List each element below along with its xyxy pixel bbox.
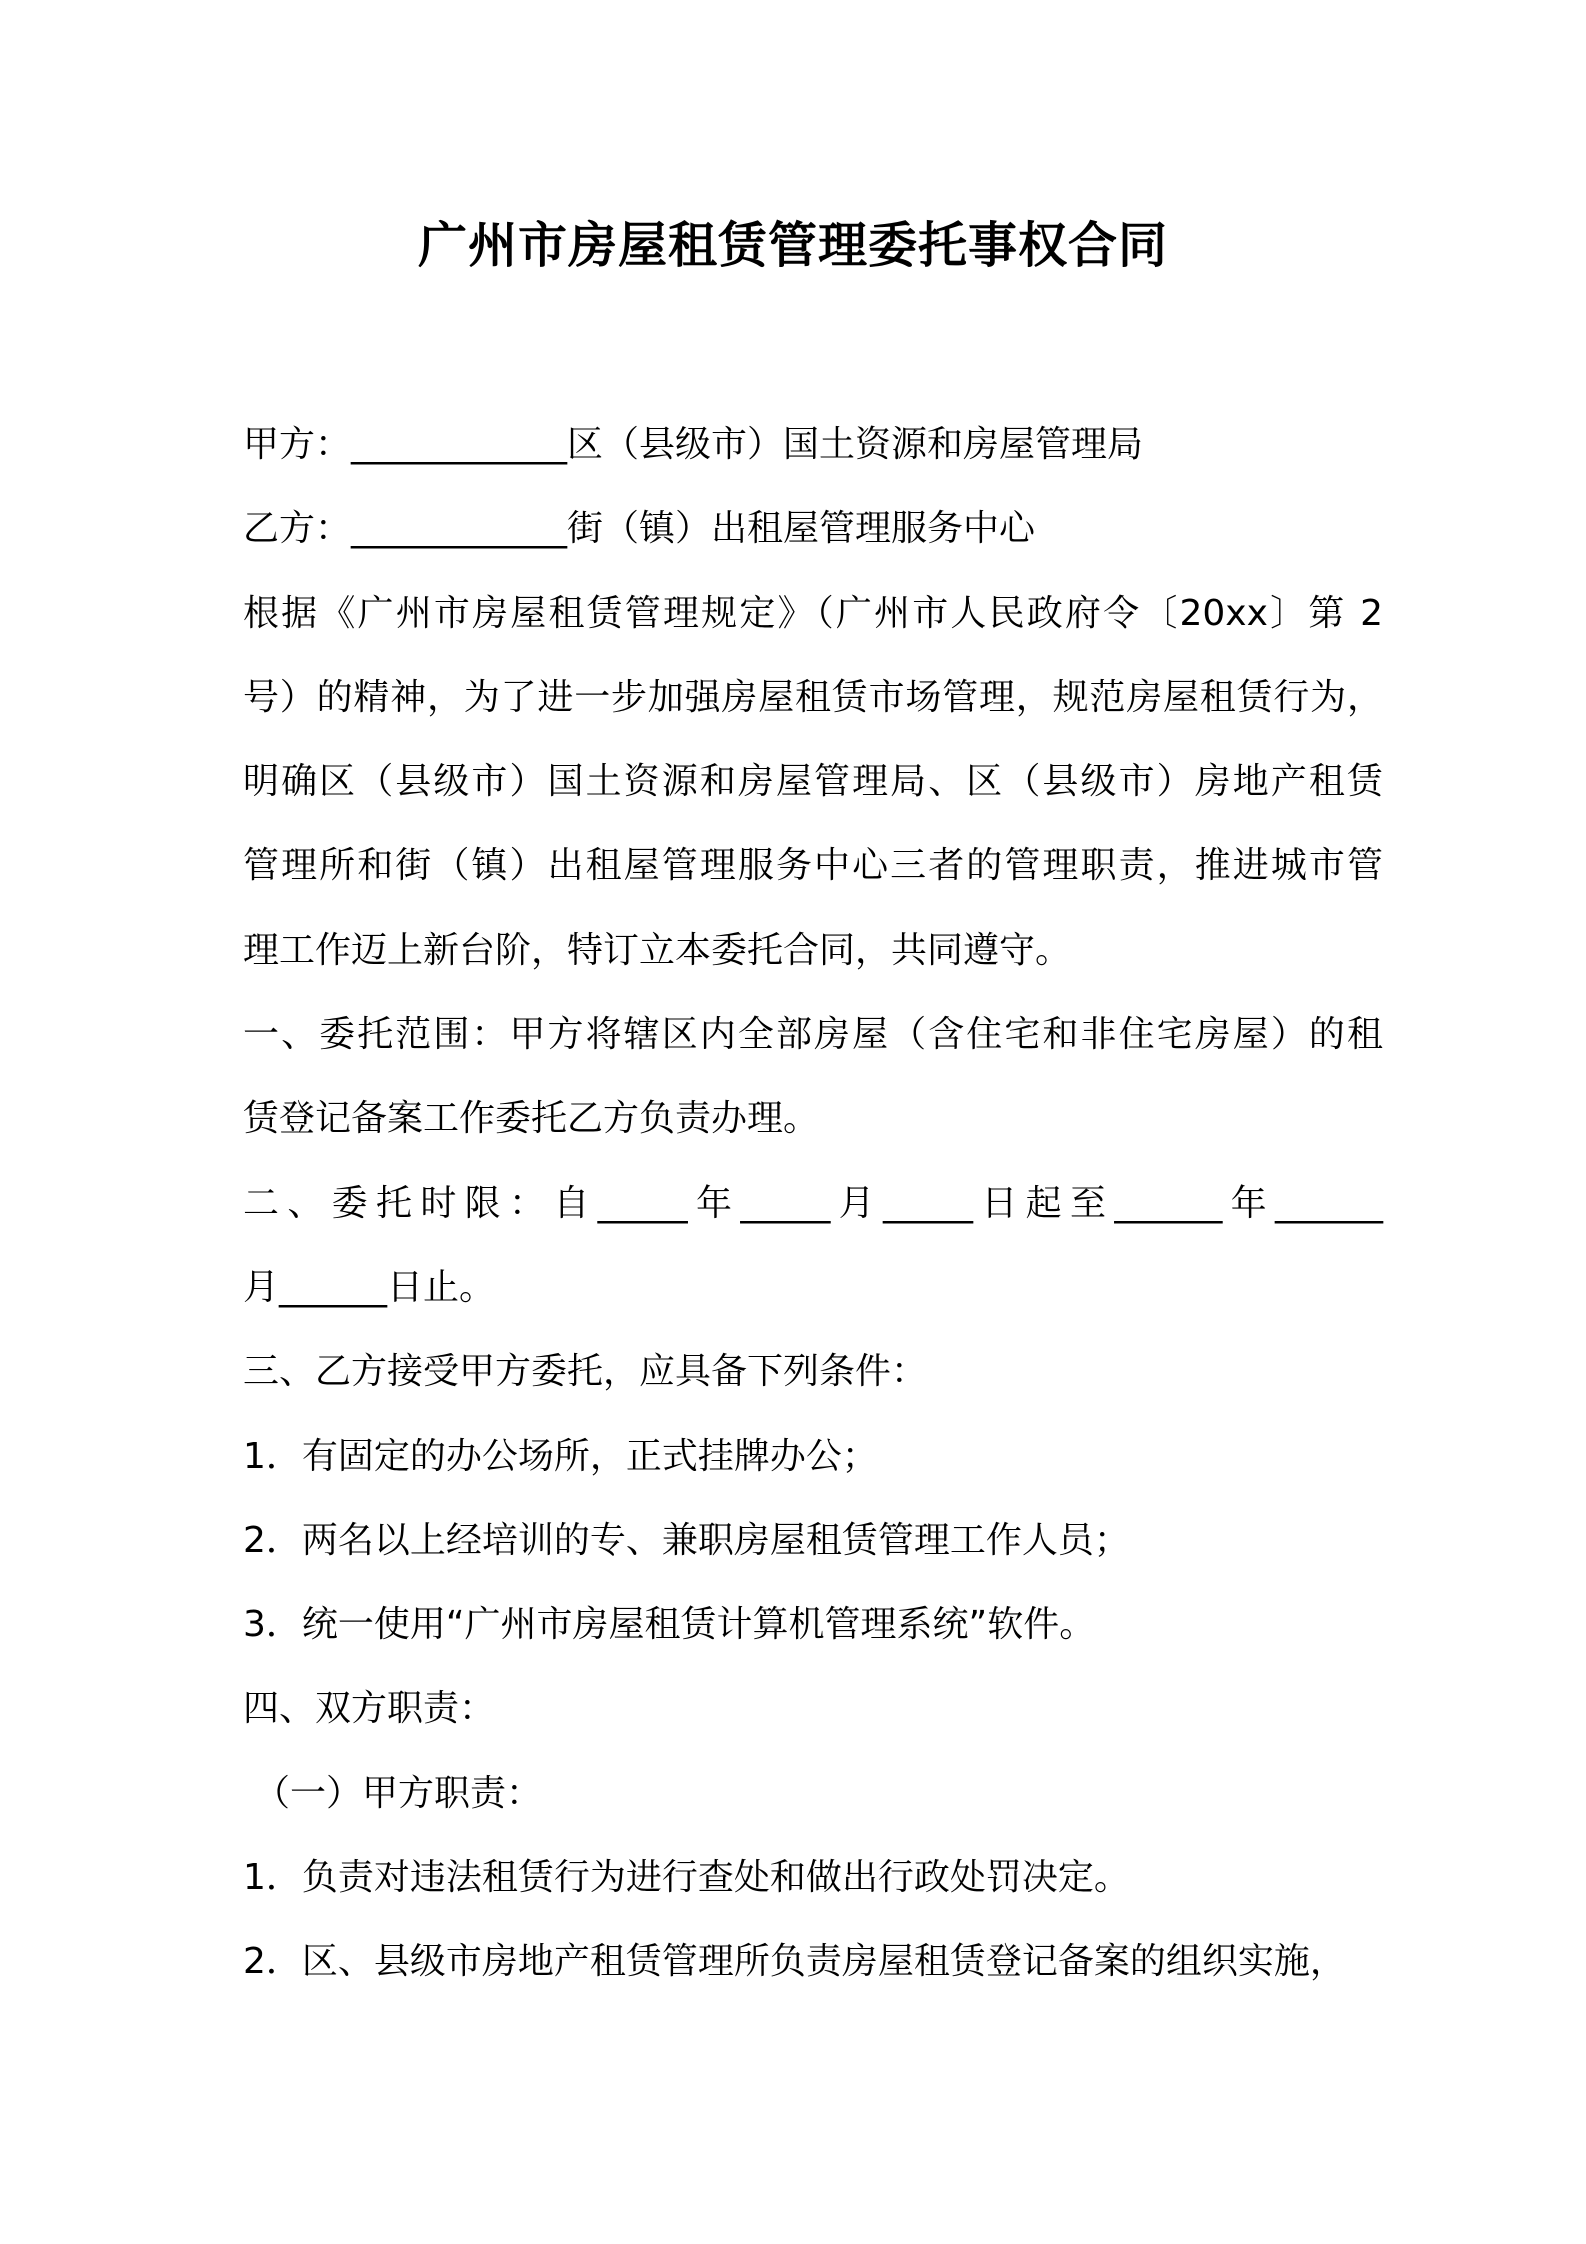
document-title: 广州市房屋租赁管理委托事权合同: [417, 217, 1168, 274]
section-scope-line: 一、委托范围：甲方将辖区内全部房屋（含住宅和非住宅房屋）的租: [243, 1014, 1383, 1056]
condition-item: 1．有固定的办公场所，正式挂牌办公；: [243, 1435, 878, 1477]
document-body: [243, 403, 1383, 2005]
section-scope-line: 赁登记备案工作委托乙方负责办理。: [243, 1098, 820, 1140]
party-a-duties-heading: （一）甲方职责：: [254, 1772, 543, 1814]
preamble-line: 根据《广州市房屋租赁管理规定》（广州市人民政府令〔20xx〕第 2: [243, 592, 1383, 634]
preamble-line: 管理所和街（镇）出租屋管理服务中心三者的管理职责，推进城市管: [243, 845, 1383, 887]
preamble-line: 理工作迈上新台阶，特订立本委托合同，共同遵守。: [243, 929, 1072, 971]
section-term-line: 二、委托时限：自_____年_____月_____日起至______年______: [243, 1182, 1383, 1224]
section-term-line: 月______日止。: [243, 1266, 496, 1308]
preamble-line: 明确区（县级市）国土资源和房屋管理局、区（县级市）房地产租赁: [243, 761, 1383, 803]
section-conditions-heading: 三、乙方接受甲方委托，应具备下列条件：: [243, 1351, 928, 1393]
condition-item: 2．两名以上经培训的专、兼职房屋租赁管理工作人员；: [243, 1519, 1130, 1561]
party-b-line: 乙方：____________街（镇）出租屋管理服务中心: [243, 508, 1036, 550]
duty-item: 1．负责对违法租赁行为进行查处和做出行政处罚决定。: [243, 1857, 1130, 1899]
party-a-line: 甲方：____________区（县级市）国土资源和房屋管理局: [243, 424, 1144, 465]
section-duties-heading: 四、双方职责：: [243, 1688, 496, 1730]
preamble-line: 号）的精神，为了进一步加强房屋租赁市场管理，规范房屋租赁行为，: [243, 676, 1383, 718]
condition-item: 3．统一使用“广州市房屋租赁计算机管理系统”软件。: [243, 1604, 1096, 1646]
duty-item: 2．区、县级市房地产租赁管理所负责房屋租赁登记备案的组织实施，: [243, 1941, 1346, 1983]
